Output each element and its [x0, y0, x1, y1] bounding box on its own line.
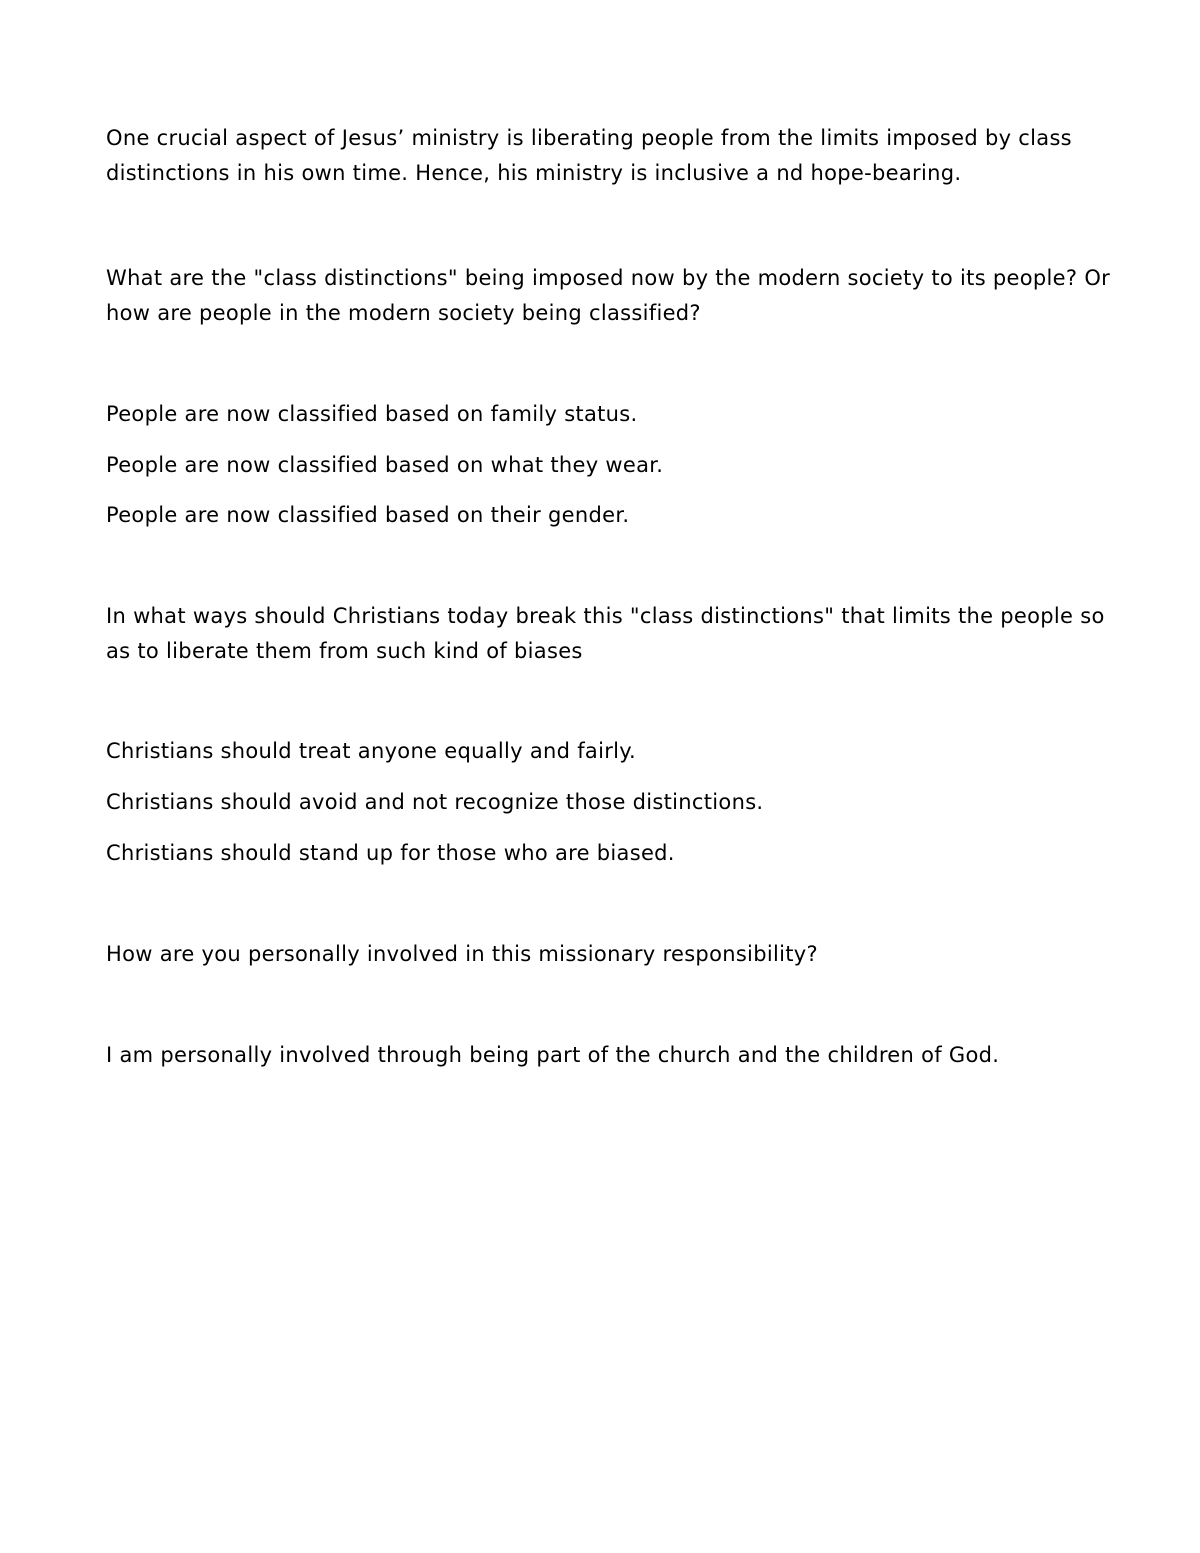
question-break-distinctions: In what ways should Christians today break this "class distinctions" that limits the people so as to liberate them from such kind of biases [106, 604, 1105, 663]
answer-treat-equally: Christians should treat anyone equally and fairly. [106, 739, 637, 763]
answer-family-status: People are now classified based on family status. [106, 402, 638, 426]
answer-personal-involvement: I am personally involved through being part of the church and the children of God. [106, 1043, 1000, 1067]
answer-gender: People are now classified based on their gender. [106, 503, 630, 527]
answer-avoid-distinctions: Christians should avoid and not recognize those distinctions. [106, 790, 764, 814]
intro-paragraph: One crucial aspect of Jesus’ ministry is liberating people from the limits imposed by class distinctions in his own time. Hence, his ministry is inclusive a nd hope-bearing. [106, 126, 1072, 185]
answer-stand-up: Christians should stand up for those who are biased. [106, 841, 675, 865]
question-class-distinctions: What are the "class distinctions" being imposed now by the modern society to its people? Or how are people in the modern society being classified? [106, 266, 1111, 325]
question-personal-involvement: How are you personally involved in this missionary responsibility? [106, 942, 818, 966]
answer-what-they-wear: People are now classified based on what they wear. [106, 453, 664, 477]
